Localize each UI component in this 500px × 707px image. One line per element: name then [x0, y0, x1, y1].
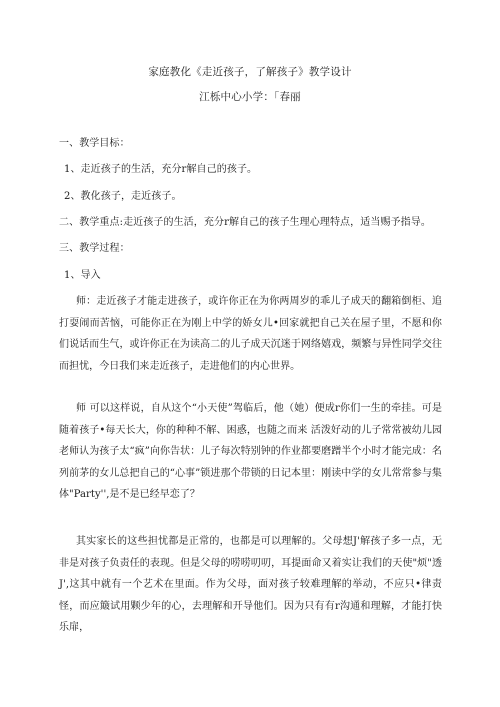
section-heading-objectives: 一、教学目标：	[59, 138, 130, 149]
objective-item-1: 1、走近孩子的生活，充分r解自己的孩子。	[64, 164, 258, 175]
section-heading-process: 三、教学过程：	[59, 243, 130, 254]
paragraph-teacher-intro: 师：走近孩子才能走进孩子，或许你正在为你两周岁的乖儿子成天的翻箱倒柜、追打耍闹而苦恼，可能你正在为刚上中学的娇女儿•回家就把自己关在屋子里，不愿和你们说话而生气，或许你正在为读高二的儿子成天沉迷于网络嬉戏，频繁与异性同学交往而担忧，今日我们来走近孩子，走进他们的内心世界。	[59, 296, 442, 372]
process-item-intro: 1、导入	[64, 270, 101, 281]
document-author: 江栎中心小学：「春丽	[199, 91, 301, 103]
paragraph-parent-concerns: 其实家长的这些担忧都是正常的，也都是可以理解的。父母想J'解孩子多一点，无非是对孩子负责任的表现。但是父母的唠唠叨叨，耳提面命又着实让我们的天使"烦"透J',这其中就有一个艺术在里面。作为父母，面对孩子较难理解的举动，不应只•律责怪，而应簸试用颗少年的心，去理解和开导他们。因为只有有r沟通和理解，才能打快乐扉，	[59, 536, 442, 634]
objective-item-2: 2、教化孩子，走近孩子。	[64, 191, 182, 202]
document-title: 家庭教化《走近孩子，了解孩子》教学设计	[148, 66, 352, 78]
section-heading-key-points: 二、教学重点:走近孩子的生活，充分r解自己的孩子生理心理特点，适当赐予指导。	[59, 217, 431, 228]
paragraph-little-angel: 师 可以这样说，自从这个“小天使”驾临后，他（她）便成r你们一生的牵挂。可是随着孩子•每天长大，你的种种不解、困惑，也随之而来 活泼好动的儿子常常被幼儿园老师认为孩子太“疯”向你告状：儿子每次特别钟的作业都要磨蹭半个小时才能完成：名列前茅的女儿总把自己的“心事”锁进那个带锁的日记本里：刚读中学的女儿常常参与集体"Party'',是不是已经早恋了？	[59, 403, 442, 501]
